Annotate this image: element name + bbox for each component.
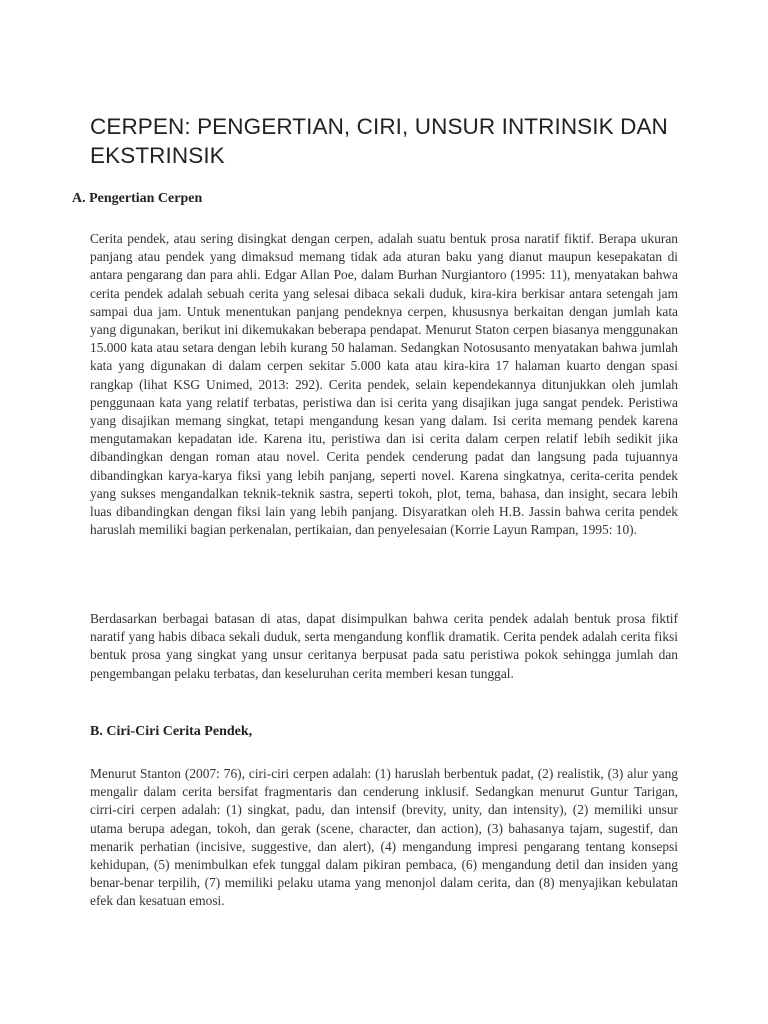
section-heading-pengertian: A. Pengertian Cerpen bbox=[72, 191, 203, 206]
paragraph-pengertian-1: Cerita pendek, atau sering disingkat dengan cerpen, adalah suatu bentuk prosa naratif fiktif. Berapa ukuran panjang atau pendek yang dimaksud memang tidak ada aturan baku yang dianut maupun kesepakatan di antara pengarang dan para ahli. Edgar Allan Poe, dalam Burhan Nurgiantoro (1995: 11), menyatakan bahwa cerita pendek adalah sebuah cerita yang selesai dibaca sekali duduk, kira-kira berkisar antara setengah jam sampai dua jam. Untuk menentukan panjang pendeknya cerpen, khususnya berkaitan dengan jumlah kata yang digunakan, berikut ini dikemukakan beberapa pendapat. Menurut Staton cerpen biasanya menggunakan 15.000 kata atau setara dengan lebih kurang 50 halaman. Sedangkan Notosusanto menyatakan bahwa jumlah kata yang digunakan di dalam cerpen sekitar 5.000 kata atau kira-kira 17 halaman kuarto dengan spasi rangkap (lihat KSG Unimed, 2013: 292). Cerita pendek, selain kependekannya ditunjukkan oleh jumlah penggunaan kata yang relatif terbatas, peristiwa dan isi cerita yang disajikan juga sangat pendek. Peristiwa yang disajikan memang singkat, tetapi mengandung kesan yang dalam. Isi cerita memang pendek karena mengutamakan kepadatan ide. Karena itu, peristiwa dan isi cerita dalam cerpen relatif lebih sedikit jika dibandingkan dengan roman atau novel. Cerita pendek cenderung padat dan langsung pada tujuannya dibandingkan karya-karya fiksi yang lebih panjang, seperti novel. Karena singkatnya, cerita-cerita pendek yang sukses mengandalkan teknik-teknik sastra, seperti tokoh, plot, tema, bahasa, dan insight, secara lebih luas dibandingkan dengan fiksi lain yang lebih panjang. Disyaratkan oleh H.B. Jassin bahwa cerita pendek haruslah memiliki bagian perkenalan, pertikaian, dan penyelesaian (Korrie Layun Rampan, 1995: 10). bbox=[90, 231, 678, 538]
section-heading-ciri-ciri: B. Ciri-Ciri Cerita Pendek, bbox=[90, 724, 253, 739]
paragraph-ciri-ciri-1: Menurut Stanton (2007: 76), ciri-ciri cerpen adalah: (1) haruslah berbentuk padat, (2) realistik, (3) alur yang mengalir dalam cerita bersifat fragmentaris dan cenderung inklusif. Sedangkan menurut Guntur Tarigan, cirri-ciri cerpen adalah: (1) singkat, padu, dan intensif (brevity, unity, dan intensity), (2) memiliki unsur utama berupa adegan, tokoh, dan gerak (scene, character, dan action), (3) bahasanya tajam, sugestif, dan menarik perhatian (incisive, suggestive, dan alert), (4) mengandung impresi pengarang tentang konsepsi kehidupan, (5) menimbulkan efek tunggal dalam pikiran pembaca, (6) mengandung detil dan insiden yang benar-benar terpilih, (7) memiliki pelaku utama yang menonjol dalam cerita, dan (8) menyajikan kebulatan efek dan kesatuan emosi. bbox=[90, 766, 678, 909]
paragraph-pengertian-2: Berdasarkan berbagai batasan di atas, dapat disimpulkan bahwa cerita pendek adalah bentuk prosa fiktif naratif yang habis dibaca sekali duduk, serta mengandung konflik dramatik. Cerita pendek adalah cerita fiksi bentuk prosa yang singkat yang unsur ceritanya berpusat pada satu peristiwa pokok sehingga jumlah dan pengembangan pelaku terbatas, dan keseluruhan cerita memberi kesan tunggal. bbox=[90, 611, 678, 681]
document-title: CERPEN: PENGERTIAN, CIRI, UNSUR INTRINSIK DAN EKSTRINSIK bbox=[90, 114, 668, 168]
document-page bbox=[72, 0, 678, 1024]
